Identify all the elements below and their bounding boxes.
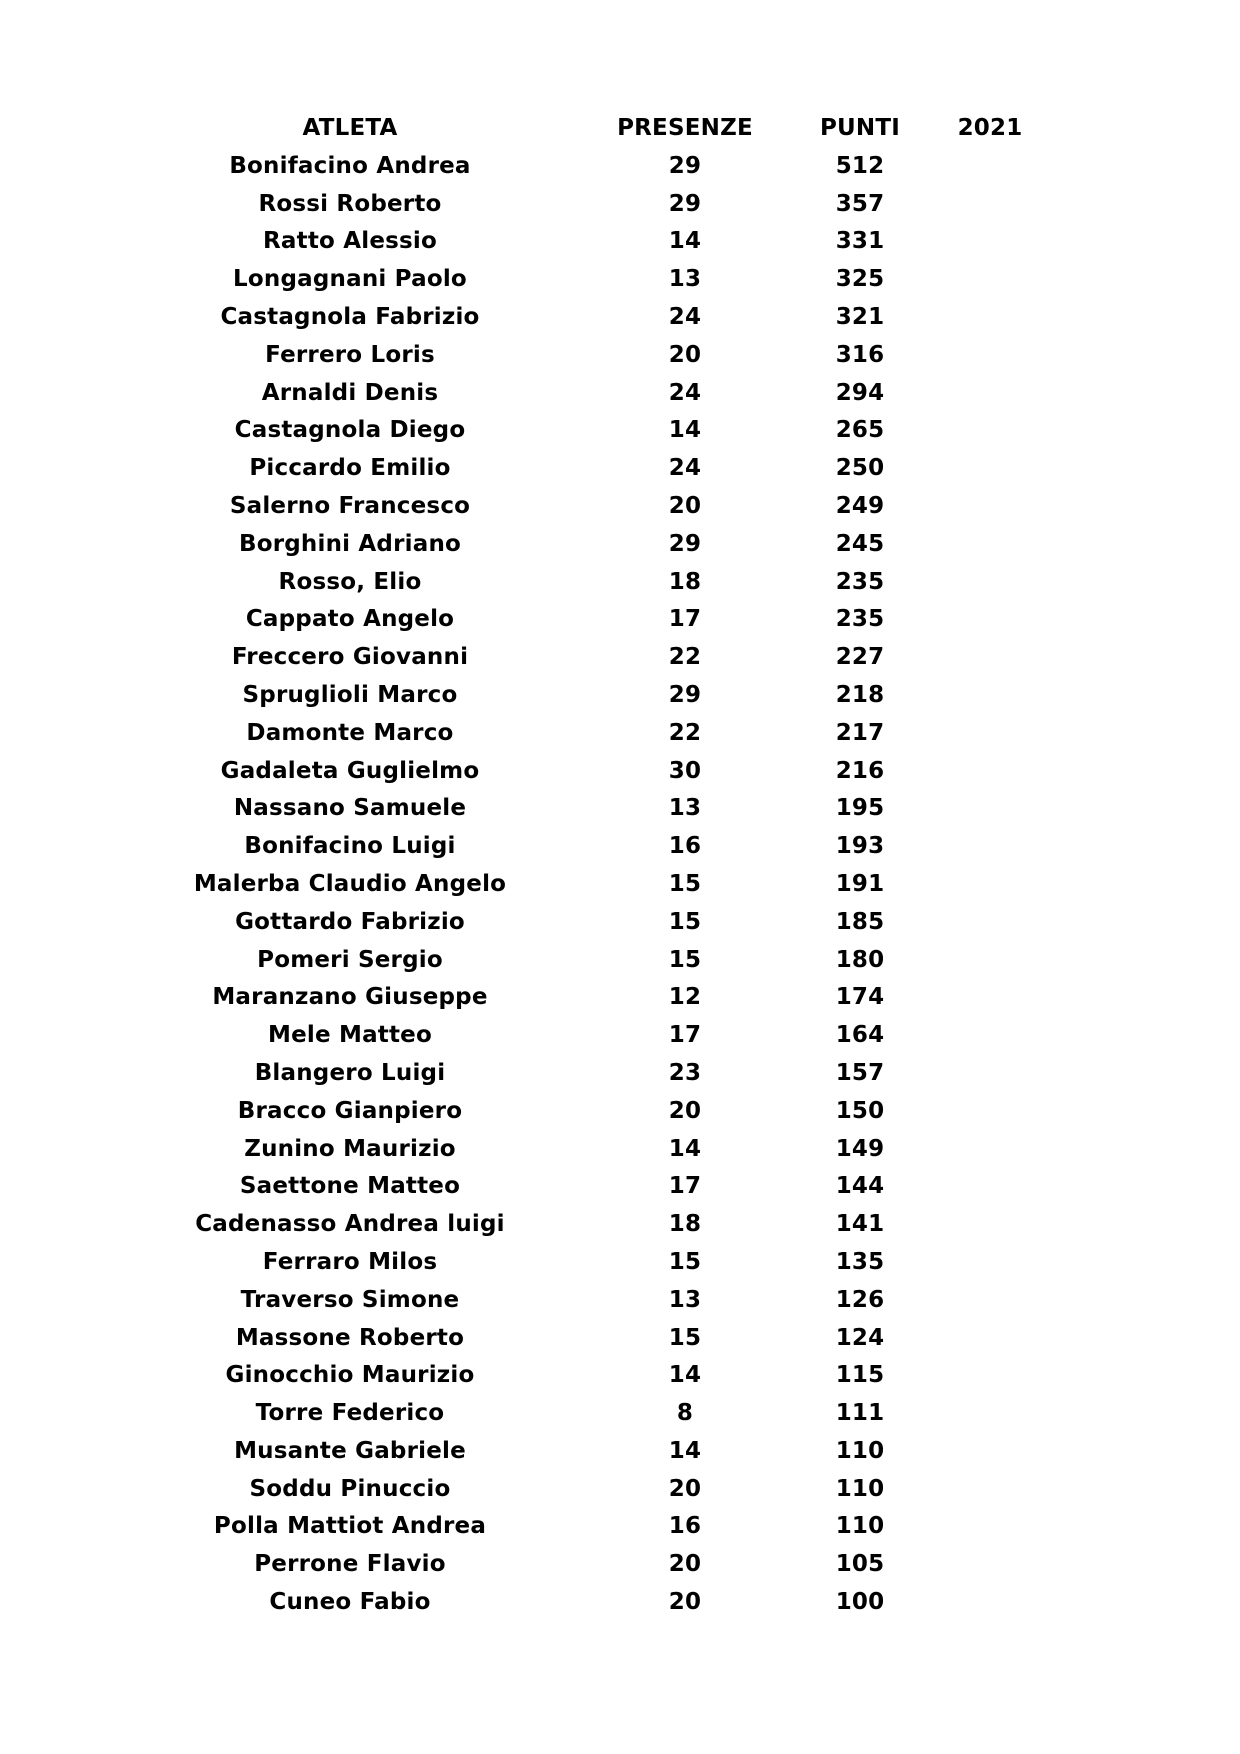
punti-cell: 124 bbox=[835, 1324, 885, 1351]
athlete-name-cell: Massone Roberto bbox=[235, 1324, 465, 1351]
presenze-cell: 20 bbox=[668, 1097, 702, 1124]
athlete-name-cell: Musante Gabriele bbox=[234, 1437, 466, 1464]
presenze-cell: 13 bbox=[668, 795, 702, 822]
punti-cell: 235 bbox=[835, 606, 885, 633]
presenze-cell: 12 bbox=[668, 984, 702, 1011]
table-row bbox=[0, 942, 1240, 980]
presenze-cell: 22 bbox=[668, 719, 702, 746]
presenze-cell: 29 bbox=[668, 152, 702, 179]
athlete-name-cell: Cadenasso Andrea luigi bbox=[195, 1211, 505, 1238]
athlete-name-cell: Traverso Simone bbox=[240, 1286, 460, 1313]
presenze-cell: 14 bbox=[668, 417, 702, 444]
presenze-cell: 29 bbox=[668, 681, 702, 708]
table-row bbox=[0, 715, 1240, 753]
presenze-cell: 29 bbox=[668, 530, 702, 557]
punti-cell: 110 bbox=[835, 1513, 885, 1540]
punti-cell: 180 bbox=[835, 946, 885, 973]
punti-cell: 185 bbox=[835, 908, 885, 935]
athlete-name-cell: Damonte Marco bbox=[246, 719, 454, 746]
table-row bbox=[0, 223, 1240, 261]
table-row bbox=[0, 639, 1240, 677]
table-row bbox=[0, 1282, 1240, 1320]
athlete-name-cell: Rossi Roberto bbox=[258, 190, 442, 217]
athlete-name-cell: Gottardo Fabrizio bbox=[235, 908, 465, 935]
presenze-cell: 16 bbox=[668, 833, 702, 860]
athlete-name-cell: Gadaleta Guglielmo bbox=[220, 757, 480, 784]
punti-cell: 110 bbox=[835, 1437, 885, 1464]
punti-cell: 135 bbox=[835, 1248, 885, 1275]
punti-cell: 512 bbox=[835, 152, 885, 179]
header-presenze: PRESENZE bbox=[617, 115, 753, 141]
punti-cell: 111 bbox=[835, 1400, 885, 1427]
athlete-name-cell: Ferrero Loris bbox=[265, 341, 435, 368]
punti-cell: 265 bbox=[835, 417, 885, 444]
punti-cell: 174 bbox=[835, 984, 885, 1011]
header-punti: PUNTI bbox=[819, 115, 901, 141]
athlete-name-cell: Arnaldi Denis bbox=[261, 379, 439, 406]
presenze-cell: 15 bbox=[668, 908, 702, 935]
presenze-cell: 13 bbox=[668, 1286, 702, 1313]
presenze-cell: 14 bbox=[668, 1135, 702, 1162]
punti-cell: 294 bbox=[835, 379, 885, 406]
athlete-name-cell: Pomeri Sergio bbox=[257, 946, 443, 973]
punti-cell: 191 bbox=[835, 870, 885, 897]
table-row bbox=[0, 904, 1240, 942]
table-row bbox=[0, 412, 1240, 450]
athlete-name-cell: Longagnani Paolo bbox=[233, 266, 467, 293]
athlete-name-cell: Castagnola Fabrizio bbox=[220, 303, 480, 330]
presenze-cell: 29 bbox=[668, 190, 702, 217]
presenze-cell: 20 bbox=[668, 1589, 702, 1616]
punti-cell: 218 bbox=[835, 681, 885, 708]
table-row bbox=[0, 564, 1240, 602]
presenze-cell: 15 bbox=[668, 1248, 702, 1275]
table-row bbox=[0, 1357, 1240, 1395]
athlete-name-cell: Ratto Alessio bbox=[263, 228, 437, 255]
presenze-cell: 15 bbox=[668, 870, 702, 897]
punti-cell: 217 bbox=[835, 719, 885, 746]
punti-cell: 150 bbox=[835, 1097, 885, 1124]
table-row bbox=[0, 1017, 1240, 1055]
table-row bbox=[0, 148, 1240, 186]
table-row bbox=[0, 1546, 1240, 1584]
presenze-cell: 24 bbox=[668, 303, 702, 330]
athlete-name-cell: Freccero Giovanni bbox=[231, 644, 469, 671]
athlete-name-cell: Bonifacino Luigi bbox=[244, 833, 456, 860]
punti-cell: 331 bbox=[835, 228, 885, 255]
athlete-name-cell: Maranzano Giuseppe bbox=[212, 984, 488, 1011]
athlete-name-cell: Bracco Gianpiero bbox=[237, 1097, 463, 1124]
table-row bbox=[0, 186, 1240, 224]
punti-cell: 115 bbox=[835, 1362, 885, 1389]
presenze-cell: 13 bbox=[668, 266, 702, 293]
presenze-cell: 24 bbox=[668, 455, 702, 482]
punti-cell: 110 bbox=[835, 1475, 885, 1502]
athlete-name-cell: Borghini Adriano bbox=[238, 530, 462, 557]
presenze-cell: 24 bbox=[668, 379, 702, 406]
punti-cell: 357 bbox=[835, 190, 885, 217]
table-row bbox=[0, 1055, 1240, 1093]
table-row bbox=[0, 1320, 1240, 1358]
ranking-table bbox=[0, 110, 1240, 1622]
table-row bbox=[0, 261, 1240, 299]
punti-cell: 195 bbox=[835, 795, 885, 822]
header-atleta: ATLETA bbox=[302, 115, 398, 141]
presenze-cell: 18 bbox=[668, 568, 702, 595]
punti-cell: 316 bbox=[835, 341, 885, 368]
presenze-cell: 20 bbox=[668, 1551, 702, 1578]
presenze-cell: 30 bbox=[668, 757, 702, 784]
presenze-cell: 18 bbox=[668, 1211, 702, 1238]
athlete-name-cell: Nassano Samuele bbox=[233, 795, 467, 822]
punti-cell: 126 bbox=[835, 1286, 885, 1313]
punti-cell: 227 bbox=[835, 644, 885, 671]
punti-cell: 193 bbox=[835, 833, 885, 860]
presenze-cell: 20 bbox=[668, 492, 702, 519]
table-row bbox=[0, 450, 1240, 488]
athlete-name-cell: Soddu Pinuccio bbox=[249, 1475, 451, 1502]
athlete-name-cell: Mele Matteo bbox=[268, 1022, 432, 1049]
punti-cell: 100 bbox=[835, 1589, 885, 1616]
table-row bbox=[0, 1244, 1240, 1282]
presenze-cell: 14 bbox=[668, 1362, 702, 1389]
punti-cell: 325 bbox=[835, 266, 885, 293]
table-row bbox=[0, 488, 1240, 526]
punti-cell: 321 bbox=[835, 303, 885, 330]
punti-cell: 157 bbox=[835, 1059, 885, 1086]
presenze-cell: 15 bbox=[668, 946, 702, 973]
athlete-name-cell: Cappato Angelo bbox=[245, 606, 455, 633]
table-row bbox=[0, 828, 1240, 866]
presenze-cell: 15 bbox=[668, 1324, 702, 1351]
punti-cell: 105 bbox=[835, 1551, 885, 1578]
athlete-name-cell: Polla Mattiot Andrea bbox=[213, 1513, 487, 1540]
table-row bbox=[0, 1093, 1240, 1131]
punti-cell: 141 bbox=[835, 1211, 885, 1238]
punti-cell: 149 bbox=[835, 1135, 885, 1162]
table-row bbox=[0, 1206, 1240, 1244]
athlete-name-cell: Piccardo Emilio bbox=[249, 455, 451, 482]
presenze-cell: 14 bbox=[668, 228, 702, 255]
athlete-name-cell: Malerba Claudio Angelo bbox=[193, 870, 507, 897]
presenze-cell: 17 bbox=[668, 606, 702, 633]
table-body bbox=[0, 148, 1240, 1622]
athlete-name-cell: Spruglioli Marco bbox=[242, 681, 458, 708]
table-row bbox=[0, 1471, 1240, 1509]
presenze-cell: 14 bbox=[668, 1437, 702, 1464]
athlete-name-cell: Salerno Francesco bbox=[229, 492, 471, 519]
table-row bbox=[0, 1395, 1240, 1433]
table-row bbox=[0, 677, 1240, 715]
table-row bbox=[0, 601, 1240, 639]
athlete-name-cell: Rosso, Elio bbox=[278, 568, 422, 595]
presenze-cell: 16 bbox=[668, 1513, 702, 1540]
presenze-cell: 17 bbox=[668, 1022, 702, 1049]
punti-cell: 249 bbox=[835, 492, 885, 519]
presenze-cell: 20 bbox=[668, 341, 702, 368]
punti-cell: 216 bbox=[835, 757, 885, 784]
header-row bbox=[0, 110, 1240, 148]
athlete-name-cell: Ferraro Milos bbox=[262, 1248, 438, 1275]
presenze-cell: 8 bbox=[676, 1400, 694, 1427]
table-row bbox=[0, 1168, 1240, 1206]
header-year: 2021 bbox=[957, 115, 1023, 141]
presenze-cell: 17 bbox=[668, 1173, 702, 1200]
presenze-cell: 20 bbox=[668, 1475, 702, 1502]
table-row bbox=[0, 790, 1240, 828]
punti-cell: 144 bbox=[835, 1173, 885, 1200]
athlete-name-cell: Ginocchio Maurizio bbox=[225, 1362, 475, 1389]
athlete-name-cell: Saettone Matteo bbox=[239, 1173, 461, 1200]
athlete-name-cell: Cuneo Fabio bbox=[269, 1589, 431, 1616]
punti-cell: 235 bbox=[835, 568, 885, 595]
athlete-name-cell: Perrone Flavio bbox=[254, 1551, 446, 1578]
table-row bbox=[0, 299, 1240, 337]
table-row bbox=[0, 375, 1240, 413]
athlete-name-cell: Blangero Luigi bbox=[254, 1059, 446, 1086]
athlete-name-cell: Zunino Maurizio bbox=[244, 1135, 456, 1162]
presenze-cell: 22 bbox=[668, 644, 702, 671]
athlete-name-cell: Castagnola Diego bbox=[234, 417, 466, 444]
table-row bbox=[0, 337, 1240, 375]
table-row bbox=[0, 866, 1240, 904]
athlete-name-cell: Bonifacino Andrea bbox=[229, 152, 471, 179]
punti-cell: 250 bbox=[835, 455, 885, 482]
athlete-name-cell: Torre Federico bbox=[255, 1400, 445, 1427]
table-row bbox=[0, 1433, 1240, 1471]
punti-cell: 245 bbox=[835, 530, 885, 557]
table-row bbox=[0, 1584, 1240, 1622]
table-row bbox=[0, 1508, 1240, 1546]
presenze-cell: 23 bbox=[668, 1059, 702, 1086]
table-row bbox=[0, 979, 1240, 1017]
table-row bbox=[0, 1131, 1240, 1169]
table-row bbox=[0, 753, 1240, 791]
table-row bbox=[0, 526, 1240, 564]
punti-cell: 164 bbox=[835, 1022, 885, 1049]
